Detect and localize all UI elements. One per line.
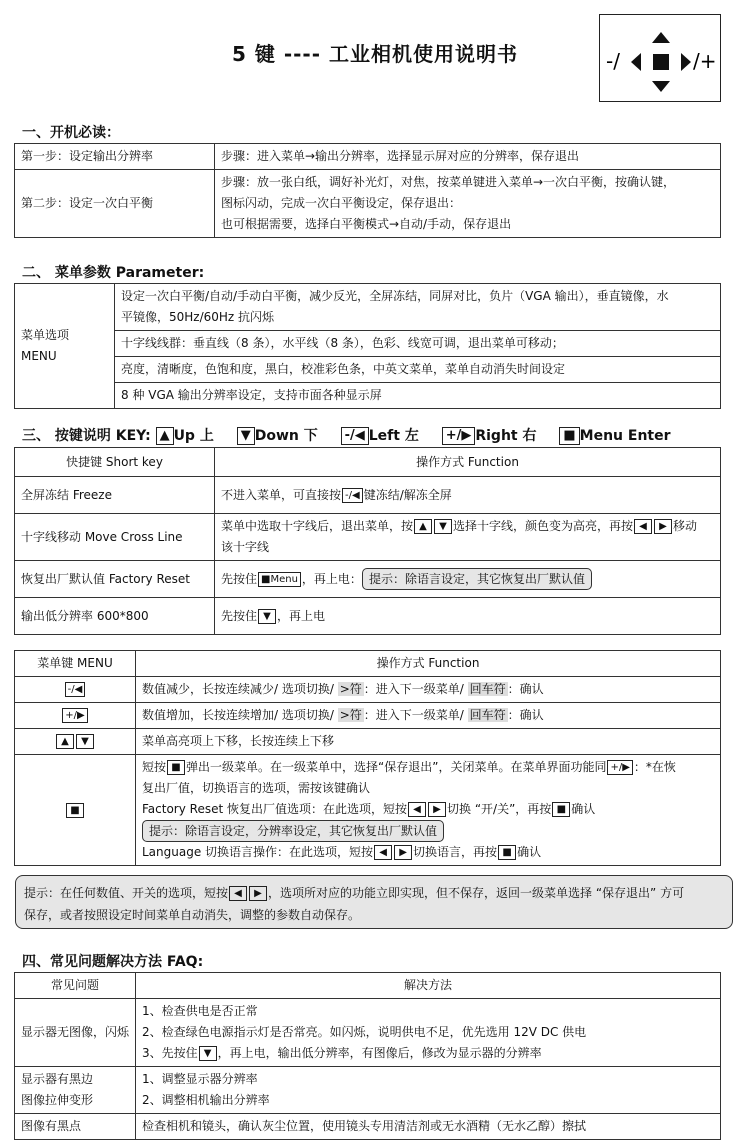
right-key-icon: +/▶	[62, 708, 87, 723]
key-cell: 十字线移动 Move Cross Line	[15, 514, 215, 561]
left-key-icon: -/◀	[341, 427, 369, 445]
left-arrow-icon	[631, 53, 641, 71]
down-key-icon: ▼	[258, 609, 276, 624]
page-title: 5 键 ---- 工业相机使用说明书	[231, 42, 518, 66]
header-cell: 操作方式 Function	[215, 448, 721, 477]
menu-label-cell: 菜单选项 MENU	[15, 284, 115, 409]
left-key-icon: ◀	[634, 519, 652, 534]
key-cell	[15, 729, 136, 755]
table-row	[15, 561, 721, 598]
table-row	[15, 973, 721, 999]
header-cell: 操作方式 Function	[136, 651, 721, 677]
table-row	[15, 729, 721, 755]
header-cell: 快捷键 Short key	[15, 448, 215, 477]
key-right-label: /+	[693, 49, 717, 73]
param-cell: 8 种 VGA 输出分辨率设定，支持市面各种显示屏	[115, 383, 721, 409]
key-diagram	[599, 14, 721, 102]
table-row	[15, 170, 721, 238]
right-key-icon: ▶	[654, 519, 672, 534]
func-cell: 菜单高亮项上下移，长按连续上下移	[136, 729, 721, 755]
table-row	[15, 357, 721, 383]
parameter-table	[14, 283, 721, 409]
param-cell: 设定一次白平衡/自动/手动白平衡，减少反光，全屏冻结，同屏对比，负片（VGA 输出），垂直镜像，水 平镜像，50Hz/60Hz 抗闪烁	[115, 284, 721, 331]
table-row	[15, 598, 721, 635]
func-cell: 菜单中选取十字线后，退出菜单，按 ▲ ▼ 选择十字线，颜色变为高亮，再按 ◀ ▶ 移动 该十字线	[215, 514, 721, 561]
section4-heading: 四、常见问题解决方法 FAQ:	[22, 954, 204, 970]
table-row	[15, 1067, 721, 1114]
desc-cell: 步骤：放一张白纸，调好补光灯，对焦，按菜单键进入菜单→一次白平衡，按确认键， 图标闪动，完成一次白平衡设定，保存退出： 也可根据需要，选择白平衡模式→自动/手动，保存退出	[215, 170, 721, 238]
left-key-icon: ◀	[408, 802, 426, 817]
menu-key-icon: ■Menu	[258, 572, 301, 587]
key-label: Up 上	[173, 428, 214, 444]
solution-cell: 检查相机和镜头，确认灰尘位置，使用镜头专用清洁剂或无水酒精（无水乙醇）擦拭	[136, 1114, 721, 1140]
solution-cell: 1、检查供电是否正常 2、检查绿色电源指示灯是否常亮。如闪烁，说明供电不足，优先选用 12V DC 供电 3、先按住 ▼ ，再上电，输出低分辨率，有图像后，修改为显示器的分辨率	[136, 999, 721, 1067]
up-key-icon: ▲	[414, 519, 432, 534]
shortkey-table	[14, 447, 721, 635]
down-key-icon: ▼	[434, 519, 452, 534]
key-left-label: -/	[606, 49, 620, 73]
down-key-icon: ▼	[199, 1046, 217, 1061]
key-cell: 全屏冻结 Freeze	[15, 477, 215, 514]
header-cell: 常见问题	[15, 973, 136, 999]
menu-key-icon: ■	[66, 803, 84, 818]
menu-key-icon: ■	[167, 760, 185, 775]
tip-box: 提示：在任何数值、开关的选项，短按 ◀ ▶ ，选项所对应的功能立即实现，但不保存，返回一级菜单选择 “保存退出” 方可 保存，或者按照设定时间菜单自动消失，调整的参数自动保存。	[15, 875, 733, 929]
key-label: Left 左	[368, 428, 419, 444]
key-cell: 输出低分辨率 600*800	[15, 598, 215, 635]
left-key-icon: -/◀	[65, 682, 86, 697]
key-cell: 恢复出厂默认值 Factory Reset	[15, 561, 215, 598]
header-cell: 菜单键 MENU	[15, 651, 136, 677]
down-key-icon: ▼	[76, 734, 94, 749]
table-row	[15, 477, 721, 514]
faq-table	[14, 972, 721, 1140]
down-arrow-icon	[652, 81, 670, 92]
func-cell: 不进入菜单，可直接按 -/◀ 键冻结/解冻全屏	[215, 477, 721, 514]
startup-table	[14, 143, 721, 238]
key-label: Down 下	[254, 428, 318, 444]
key-label: Menu Enter	[579, 428, 671, 444]
func-cell: 先按住 ▼ ，再上电	[215, 598, 721, 635]
table-row	[15, 331, 721, 357]
key-label: Right 右	[475, 428, 537, 444]
step-cell: 第一步：设定输出分辨率	[15, 144, 215, 170]
section1-heading: 一、开机必读：	[22, 125, 120, 141]
desc-cell: 步骤：进入菜单→输出分辨率，选择显示屏对应的分辨率，保存退出	[215, 144, 721, 170]
solution-cell: 1、调整显示器分辨率 2、调整相机输出分辨率	[136, 1067, 721, 1114]
func-cell: 先按住 ■Menu ，再上电： 提示：除语言设定，其它恢复出厂默认值	[215, 561, 721, 598]
table-row	[15, 677, 721, 703]
header-cell: 解决方法	[136, 973, 721, 999]
up-key-icon: ▲	[156, 427, 174, 445]
section3-heading: 三、 按键说明 KEY: ▲ Up 上 ▼ Down 下 -/◀ Left 左 +/▶ Right 右 ■ Menu Enter	[22, 428, 671, 444]
issue-cell: 显示器无图像，闪烁	[15, 999, 136, 1067]
right-key-icon: ▶	[394, 845, 412, 860]
func-cell: 数值增加，长按连续增加/ 选项切换/ >符 ：进入下一级菜单/ 回车符 ：确认	[136, 703, 721, 729]
right-key-icon: +/▶	[442, 427, 476, 445]
table-row	[15, 1114, 721, 1140]
func-cell: 短按 ■ 弹出一级菜单。在一级菜单中，选择“保存退出”，关闭菜单。在菜单界面功能同 +/▶ ：*在恢 复出厂值，切换语言的选项，需按该键确认 Factory Reset 恢复出厂值选项：在此选项，短按 ◀ ▶ 切换 “开/关”，再按 ■ 确认 提示：除语言设定，分辨率设定，其它恢复出厂默认值 Language 切换语言操作：在此选项，短按 ◀ ▶ 切换语言，再按 ■ 确认	[136, 755, 721, 866]
menu-key-icon: ■	[552, 802, 570, 817]
left-key-icon: -/◀	[342, 488, 363, 503]
param-cell: 亮度，清晰度，色饱和度，黑白，校准彩色条，中英文菜单，菜单自动消失时间设定	[115, 357, 721, 383]
table-row	[15, 284, 721, 331]
up-key-icon: ▲	[56, 734, 74, 749]
down-key-icon: ▼	[237, 427, 255, 445]
menu-square-icon	[653, 54, 669, 70]
factory-tip: 提示：除语言设定，其它恢复出厂默认值	[362, 568, 592, 590]
key-cell	[15, 755, 136, 866]
param-cell: 十字线线群：垂直线（8 条），水平线（8 条），色彩、线宽可调，退出菜单可移动；	[115, 331, 721, 357]
right-key-icon: ▶	[249, 886, 267, 901]
up-arrow-icon	[652, 32, 670, 43]
key-cell	[15, 677, 136, 703]
func-cell: 数值减少，长按连续减少/ 选项切换/ >符 ：进入下一级菜单/ 回车符 ：确认	[136, 677, 721, 703]
reset-tip: 提示：除语言设定，分辨率设定，其它恢复出厂默认值	[142, 820, 444, 842]
table-row	[15, 514, 721, 561]
issue-cell: 图像有黑点	[15, 1114, 136, 1140]
left-key-icon: ◀	[374, 845, 392, 860]
table-row	[15, 755, 721, 866]
table-row	[15, 383, 721, 409]
menu-key-icon: ■	[559, 427, 579, 445]
right-key-icon: ▶	[428, 802, 446, 817]
section2-heading: 二、 菜单参数 Parameter:	[22, 265, 205, 281]
menu-key-icon: ■	[498, 845, 516, 860]
table-row	[15, 144, 721, 170]
left-key-icon: ◀	[229, 886, 247, 901]
issue-cell: 显示器有黑边 图像拉伸变形	[15, 1067, 136, 1114]
key-cell	[15, 703, 136, 729]
step-cell: 第二步：设定一次白平衡	[15, 170, 215, 238]
right-key-icon: +/▶	[607, 760, 632, 775]
table-row	[15, 651, 721, 677]
right-arrow-icon	[681, 53, 691, 71]
table-row	[15, 999, 721, 1067]
table-row	[15, 703, 721, 729]
menukey-table	[14, 650, 721, 866]
table-row	[15, 448, 721, 477]
